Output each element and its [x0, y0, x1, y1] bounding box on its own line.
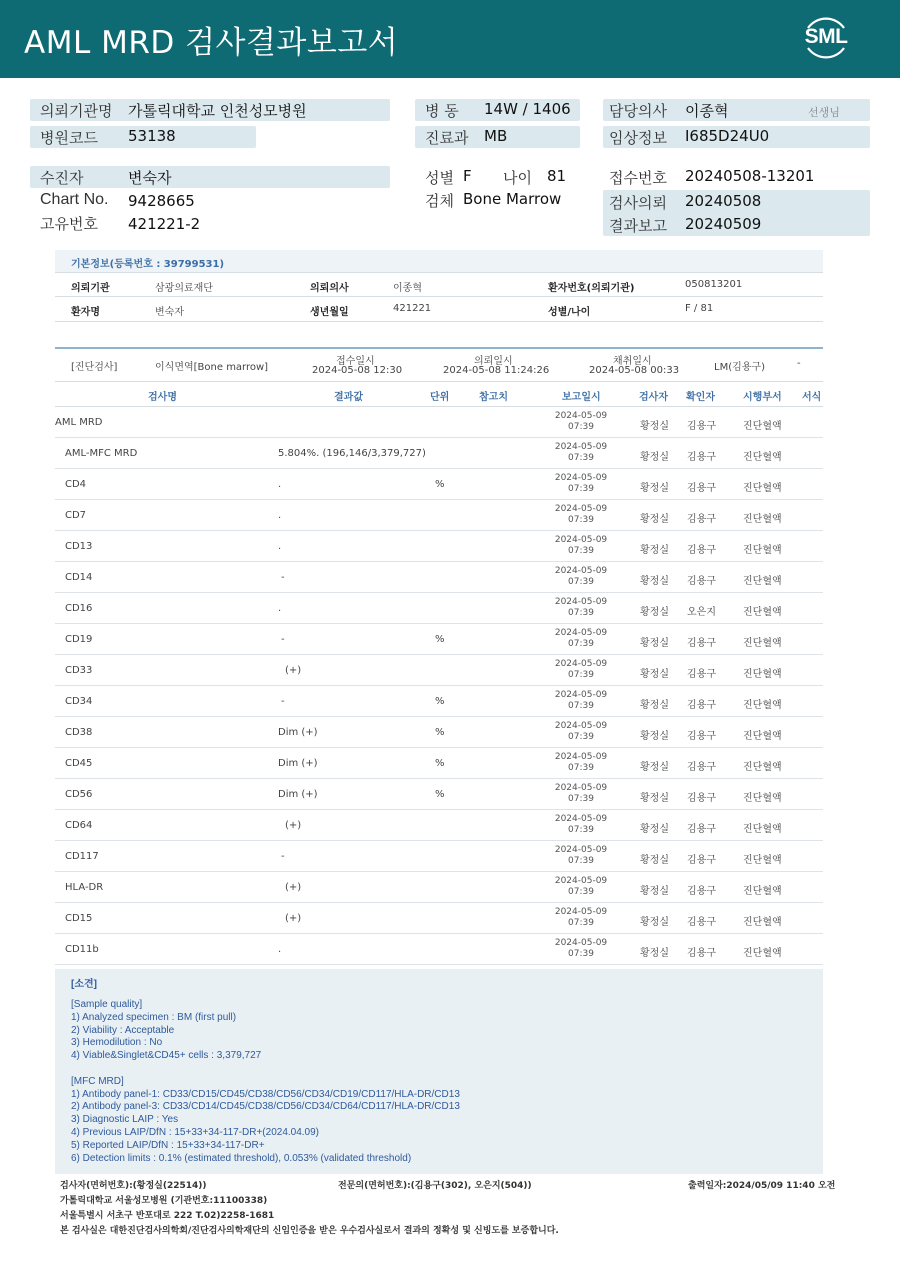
row-checker: 김용구	[687, 483, 716, 494]
col-format: 서식	[802, 392, 822, 403]
row-result: .	[278, 603, 282, 614]
note-line: 6) Detection limits : 0.1% (estimated threshold), 0.053% (validated threshold)	[71, 1152, 412, 1164]
row-result: .	[278, 479, 282, 490]
clinical-label: 임상정보	[609, 129, 667, 147]
row-tester: 황정실	[640, 731, 669, 742]
page-title: AML MRD 검사결과보고서	[24, 25, 399, 61]
notes-title: [소견]	[71, 979, 97, 990]
row-tester: 황정실	[640, 514, 669, 525]
row-report-date: 2024-05-09	[554, 411, 608, 421]
row-dept: 진단혈액	[743, 576, 782, 587]
row-checker: 오은지	[687, 607, 716, 618]
row-result: (+)	[285, 665, 302, 676]
row-dept: 진단혈액	[743, 762, 782, 773]
row-report-date: 2024-05-09	[554, 814, 608, 824]
row-tester: 황정실	[640, 638, 669, 649]
row-report-time: 07:39	[568, 422, 594, 432]
institution-label: 의뢰기관명	[40, 102, 113, 120]
row-unit: %	[435, 758, 445, 769]
row-report-time: 07:39	[568, 794, 594, 804]
unique-label: 고유번호	[40, 215, 98, 233]
row-tester: 황정실	[640, 948, 669, 959]
row-test-name: CD11b	[65, 944, 99, 955]
row-test-name: CD117	[65, 851, 99, 862]
exam-requested-value: 2024-05-08 11:24:26	[443, 365, 550, 376]
row-checker: 김용구	[687, 669, 716, 680]
table-row	[55, 655, 823, 686]
row-unit: %	[435, 696, 445, 707]
row-tester: 황정실	[640, 793, 669, 804]
row-dept: 진단혈액	[743, 731, 782, 742]
note-line: 3) Diagnostic LAIP : Yes	[71, 1114, 179, 1126]
row-report-date: 2024-05-09	[554, 876, 608, 886]
row-checker: 김용구	[687, 824, 716, 835]
row-checker: 김용구	[687, 452, 716, 463]
patient-row	[30, 166, 390, 188]
table-row	[55, 531, 823, 562]
doctor-label: 담당의사	[609, 102, 667, 120]
report-label: 결과보고	[609, 217, 667, 235]
row-test-name: HLA-DR	[65, 882, 104, 893]
row-checker: 김용구	[687, 793, 716, 804]
row-test-name: CD7	[65, 510, 87, 521]
row-tester: 황정실	[640, 607, 669, 618]
row-report-time: 07:39	[568, 515, 594, 525]
row-result: Dim (+)	[278, 727, 318, 738]
row-checker: 김용구	[687, 917, 716, 928]
row-report-time: 07:39	[568, 701, 594, 711]
row-test-name: CD38	[65, 727, 93, 738]
basic-doc-label: 의뢰의사	[310, 283, 349, 294]
divider	[55, 272, 823, 273]
row-dept: 진단혈액	[743, 886, 782, 897]
row-report-time: 07:39	[568, 670, 594, 680]
note-line: 4) Viable&Singlet&CD45+ cells : 3,379,727	[71, 1050, 262, 1062]
exam-collected-label: 채취일시	[613, 356, 652, 367]
row-report-time: 07:39	[568, 887, 594, 897]
row-checker: 김용구	[687, 514, 716, 525]
note-line: 3) Hemodilution : No	[71, 1037, 163, 1049]
row-test-name: CD56	[65, 789, 93, 800]
row-tester: 황정실	[640, 669, 669, 680]
note-line: 4) Previous LAIP/DfN : 15+33+34-117-DR+(2024.04.09)	[71, 1127, 320, 1138]
row-report-time: 07:39	[568, 949, 594, 959]
note-line: 1) Analyzed specimen : BM (first pull)	[71, 1011, 237, 1023]
row-dept: 진단혈액	[743, 855, 782, 866]
col-report-date: 보고일시	[562, 392, 601, 403]
note-line: [Sample quality]	[71, 999, 143, 1010]
row-checker: 김용구	[687, 545, 716, 556]
row-report-date: 2024-05-09	[554, 845, 608, 855]
row-unit: %	[435, 789, 445, 800]
table-row	[55, 469, 823, 500]
logo-text: SML	[804, 25, 848, 48]
table-row	[55, 903, 823, 934]
receipt-value: 20240508-13201	[685, 167, 815, 185]
age-label: 나이	[503, 169, 532, 187]
hospital-code-label: 병원코드	[40, 129, 98, 147]
row-test-name: CD14	[65, 572, 93, 583]
basic-dob-label: 생년월일	[310, 307, 349, 318]
row-dept: 진단혈액	[743, 514, 782, 525]
row-report-time: 07:39	[568, 763, 594, 773]
basic-sexage-label: 성별/나이	[548, 307, 591, 318]
col-dept: 시행부서	[743, 392, 782, 403]
row-result: -	[281, 696, 285, 707]
row-report-time: 07:39	[568, 856, 594, 866]
row-result: -	[281, 634, 285, 645]
table-row	[55, 717, 823, 748]
col-result: 결과값	[334, 392, 363, 403]
row-tester: 황정실	[640, 576, 669, 587]
row-report-date: 2024-05-09	[554, 659, 608, 669]
exam-received-value: 2024-05-08 12:30	[312, 365, 403, 376]
row-test-name: CD16	[65, 603, 93, 614]
sex-label: 성별	[425, 169, 454, 187]
row-result: 5.804%. (196,146/3,379,727)	[278, 448, 426, 459]
row-checker: 김용구	[687, 638, 716, 649]
specimen-value: Bone Marrow	[463, 190, 562, 208]
row-checker: 김용구	[687, 700, 716, 711]
report-value: 20240509	[685, 215, 762, 233]
row-dept: 진단혈액	[743, 638, 782, 649]
sml-logo	[800, 12, 852, 64]
exam-type: [진단검사]	[71, 362, 118, 373]
row-report-date: 2024-05-09	[554, 597, 608, 607]
row-test-name: CD33	[65, 665, 93, 676]
row-checker: 김용구	[687, 948, 716, 959]
row-tester: 황정실	[640, 917, 669, 928]
note-line: 5) Reported LAIP/DfN : 15+33+34-117-DR+	[71, 1139, 265, 1151]
basic-inst-label: 의뢰기관	[71, 283, 110, 294]
table-row	[55, 500, 823, 531]
clinical-value: I685D24U0	[685, 127, 770, 145]
table-row	[55, 872, 823, 903]
doctor-honorific: 선생님	[808, 106, 840, 119]
row-dept: 진단혈액	[743, 824, 782, 835]
footer-hospital: 가톨릭대학교 서울성모병원 (기관번호:11100338)	[60, 1196, 268, 1206]
basic-dob-value: 421221	[393, 303, 432, 314]
exam-collected-value: 2024-05-08 00:33	[589, 365, 680, 376]
table-row	[55, 810, 823, 841]
row-result: .	[278, 541, 282, 552]
table-row	[55, 624, 823, 655]
row-report-date: 2024-05-09	[554, 721, 608, 731]
row-report-time: 07:39	[568, 453, 594, 463]
row-result: .	[278, 510, 282, 521]
row-dept: 진단혈액	[743, 545, 782, 556]
exam-specimen: 이식면역[Bone marrow]	[155, 362, 269, 373]
row-unit: %	[435, 479, 445, 490]
table-row	[55, 593, 823, 624]
row-dept: 진단혈액	[743, 421, 782, 432]
row-report-time: 07:39	[568, 546, 594, 556]
exam-dash: -	[797, 358, 801, 369]
row-test-name: CD13	[65, 541, 93, 552]
patient-label: 수진자	[40, 169, 84, 187]
row-dept: 진단혈액	[743, 917, 782, 928]
divider	[55, 381, 823, 382]
notes-panel	[55, 969, 823, 1174]
row-tester: 황정실	[640, 545, 669, 556]
row-checker: 김용구	[687, 731, 716, 742]
row-test-name: CD45	[65, 758, 93, 769]
row-result: -	[281, 572, 285, 583]
receipt-label: 접수번호	[609, 169, 667, 187]
row-report-time: 07:39	[568, 639, 594, 649]
row-test-name: CD4	[65, 479, 87, 490]
basic-info-title: 기본정보(등록번호 : 39799531)	[71, 259, 225, 270]
row-report-date: 2024-05-09	[554, 442, 608, 452]
table-row	[55, 748, 823, 779]
row-result: (+)	[285, 882, 302, 893]
row-dept: 진단혈액	[743, 607, 782, 618]
row-unit: %	[435, 727, 445, 738]
row-report-date: 2024-05-09	[554, 690, 608, 700]
row-report-date: 2024-05-09	[554, 566, 608, 576]
basic-inst-value: 삼광의료재단	[155, 283, 213, 294]
ward-label: 병 동	[425, 102, 459, 120]
row-result: (+)	[285, 820, 302, 831]
table-row	[55, 686, 823, 717]
age-value: 81	[547, 167, 567, 185]
row-tester: 황정실	[640, 483, 669, 494]
table-row	[55, 562, 823, 593]
row-checker: 김용구	[687, 421, 716, 432]
divider	[55, 296, 823, 297]
chart-label: Chart No.	[40, 191, 109, 208]
row-checker: 김용구	[687, 576, 716, 587]
row-tester: 황정실	[640, 452, 669, 463]
row-report-date: 2024-05-09	[554, 783, 608, 793]
row-report-date: 2024-05-09	[554, 907, 608, 917]
note-line: 2) Antibody panel-3: CD33/CD14/CD45/CD38/CD56/CD34/CD64/CD117/HLA-DR/CD13	[71, 1101, 460, 1113]
doctor-value: 이종혁	[685, 102, 729, 120]
row-dept: 진단혈액	[743, 793, 782, 804]
request-label: 검사의뢰	[609, 194, 667, 212]
row-result: (+)	[285, 913, 302, 924]
note-line: 2) Viability : Acceptable	[71, 1024, 175, 1036]
row-report-date: 2024-05-09	[554, 752, 608, 762]
row-test-name: CD19	[65, 634, 93, 645]
ward-value: 14W / 1406	[484, 100, 571, 118]
row-dept: 진단혈액	[743, 669, 782, 680]
institution-value: 가톨릭대학교 인천성모병원	[128, 102, 307, 120]
row-result: .	[278, 944, 282, 955]
row-tester: 황정실	[640, 824, 669, 835]
dept-label: 진료과	[425, 129, 469, 147]
row-tester: 황정실	[640, 886, 669, 897]
specimen-label: 검체	[425, 192, 454, 210]
footer-specialist: 전문의(면허번호):(김용구(302), 오은지(504))	[338, 1181, 532, 1191]
row-test-name: AML-MFC MRD	[65, 448, 138, 459]
table-row	[55, 841, 823, 872]
chart-value: 9428665	[128, 192, 195, 210]
row-checker: 김용구	[687, 855, 716, 866]
table-row	[55, 779, 823, 810]
table-row	[55, 407, 823, 438]
basic-pid-label: 환자번호(의뢰기관)	[548, 283, 635, 294]
row-result: -	[281, 851, 285, 862]
exam-received-label: 접수일시	[336, 356, 375, 367]
patient-value: 변숙자	[128, 169, 172, 187]
row-report-time: 07:39	[568, 484, 594, 494]
basic-sexage-value: F / 81	[685, 303, 714, 314]
footer-certification: 본 검사실은 대한진단검사의학회/진단검사의학재단의 신임인증을 받은 우수검사실로서 결과의 정확성 및 신빙도를 보증합니다.	[60, 1226, 559, 1236]
note-line: [MFC MRD]	[71, 1075, 124, 1087]
note-line: 1) Antibody panel-1: CD33/CD15/CD45/CD38/CD56/CD34/CD19/CD117/HLA-DR/CD13	[71, 1088, 460, 1100]
row-dept: 진단혈액	[743, 483, 782, 494]
exam-divider	[55, 347, 823, 349]
exam-requested-label: 의뢰일시	[474, 356, 513, 367]
basic-pid-value: 050813201	[685, 279, 743, 290]
row-dept: 진단혈액	[743, 452, 782, 463]
row-report-time: 07:39	[568, 825, 594, 835]
divider	[55, 321, 823, 322]
exam-lm: LM(김용구)	[714, 362, 765, 373]
dept-value: MB	[484, 127, 508, 145]
row-report-time: 07:39	[568, 918, 594, 928]
row-report-date: 2024-05-09	[554, 628, 608, 638]
sex-value: F	[463, 167, 472, 185]
footer-printed: 출력일자:2024/05/09 11:40 오전	[688, 1181, 836, 1191]
row-test-name: CD64	[65, 820, 93, 831]
row-tester: 황정실	[640, 762, 669, 773]
row-unit: %	[435, 634, 445, 645]
row-report-date: 2024-05-09	[554, 938, 608, 948]
row-tester: 황정실	[640, 700, 669, 711]
col-checker: 확인자	[686, 392, 715, 403]
row-report-time: 07:39	[568, 577, 594, 587]
row-test-name: CD34	[65, 696, 93, 707]
row-checker: 김용구	[687, 886, 716, 897]
row-report-date: 2024-05-09	[554, 504, 608, 514]
basic-doc-value: 이종혁	[393, 283, 422, 294]
footer-address: 서울특별시 서초구 반포대로 222 T.02)2258-1681	[60, 1211, 275, 1221]
col-test-name: 검사명	[148, 392, 177, 403]
row-report-time: 07:39	[568, 608, 594, 618]
report-header	[0, 0, 900, 78]
row-test-name: CD15	[65, 913, 93, 924]
col-reference: 참고치	[479, 392, 508, 403]
basic-name-label: 환자명	[71, 307, 100, 318]
table-row	[55, 934, 823, 965]
row-tester: 황정실	[640, 421, 669, 432]
row-tester: 황정실	[640, 855, 669, 866]
request-value: 20240508	[685, 192, 762, 210]
col-tester: 검사자	[639, 392, 668, 403]
row-result: Dim (+)	[278, 789, 318, 800]
row-checker: 김용구	[687, 762, 716, 773]
row-report-time: 07:39	[568, 732, 594, 742]
row-result: Dim (+)	[278, 758, 318, 769]
row-dept: 진단혈액	[743, 700, 782, 711]
row-report-date: 2024-05-09	[554, 473, 608, 483]
table-row	[55, 438, 823, 469]
basic-name-value: 변숙자	[155, 307, 184, 318]
unique-value: 421221-2	[128, 215, 201, 233]
hospital-code-value: 53138	[128, 127, 176, 145]
col-unit: 단위	[430, 392, 450, 403]
row-report-date: 2024-05-09	[554, 535, 608, 545]
row-test-name: AML MRD	[55, 417, 103, 428]
footer-tester: 검사자(면허번호):(황정실(22514))	[60, 1181, 207, 1191]
row-dept: 진단혈액	[743, 948, 782, 959]
